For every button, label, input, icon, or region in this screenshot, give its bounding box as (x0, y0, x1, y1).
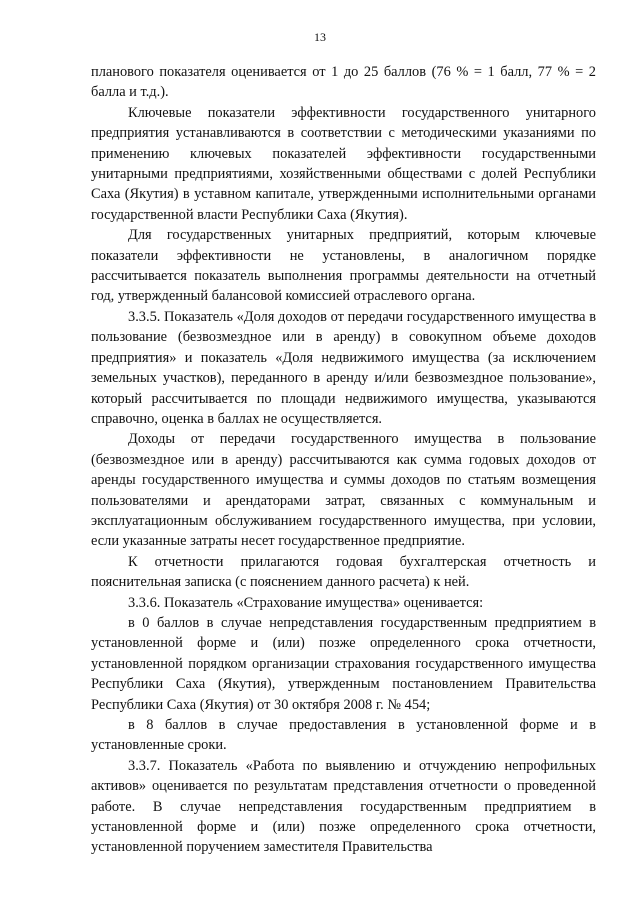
page-number: 13 (314, 30, 326, 44)
paragraph-eight-points: в 8 баллов в случае предоставления в установленной форме и в установленные сроки. (91, 717, 596, 754)
paragraph-3-3-7: 3.3.7. Показатель «Работа по выявлению и отчуждению непрофильных активов» оценивается по результатам представления отчетности о проведенной работе. В случае непредставления государственным предприятием в установленной форме и (или) позже определенного срока отчетности, установленной поручением заместителя Правительства (91, 757, 596, 856)
paragraph-continuation: планового показателя оценивается от 1 до 25 баллов (76 % = 1 балл, 77 % = 2 балла и т.д.). (91, 64, 596, 101)
paragraph-3-3-5: 3.3.5. Показатель «Доля доходов от передачи государственного имущества в пользование (безвозмездное или в аренду) в совокупном объеме доходов предприятия» и показатель «Доля недвижимого имущества (за исключением земельных участков), переданного в аренду и/или безвозмездное пользование», который рассчитывается по площади недвижимого имущества, указываются справочно, оценка в баллах не осуществляется. (91, 308, 596, 427)
paragraph-zero-points: в 0 баллов в случае непредставления государственным предприятием в установленной форме и (или) позже определенного срока отчетности, установленной порядком организации страхования государственного имущества Республики Саха (Якутия), утвержденным постановлением Правительства Республики Саха (Якутия) от 30 октября 2008 г. № 454; (91, 614, 596, 713)
paragraph-attachments: К отчетности прилагаются годовая бухгалтерская отчетность и пояснительная записка (с пояснением данного расчета) к ней. (91, 553, 596, 591)
paragraph-3-3-6: 3.3.6. Показатель «Страхование имущества» оценивается: (128, 594, 484, 611)
paragraph-no-kpi: Для государственных унитарных предприятий, которым ключевые показатели эффективности не установлены, в аналогичном порядке рассчитывается показатель выполнения программы деятельности на отчетный год, утвержденный балансовой комиссией отраслевого органа. (91, 227, 596, 305)
document-body (91, 62, 596, 858)
paragraph-income-calculation: Доходы от передачи государственного имущества в пользование (безвозмездное или в аренду) рассчитываются как сумма годовых доходов от аренды государственного имущества и суммы доходов по статьям возмещения пользователями и арендаторами затрат, связанных с коммунальным и эксплуатационным обслуживанием государственного имущества, при условии, если указанные затраты несет государственное предприятие. (91, 431, 596, 550)
paragraph-key-indicators: Ключевые показатели эффективности государственного унитарного предприятия устанавливаются в соответствии с методическими указаниями по применению ключевых показателей эффективности государственными унитарными предприятиями, хозяйственными обществами с долей Республики Саха (Якутия) в уставном капитале, утвержденными исполнительными органами государственной власти Республики Саха (Якутия). (91, 104, 596, 223)
